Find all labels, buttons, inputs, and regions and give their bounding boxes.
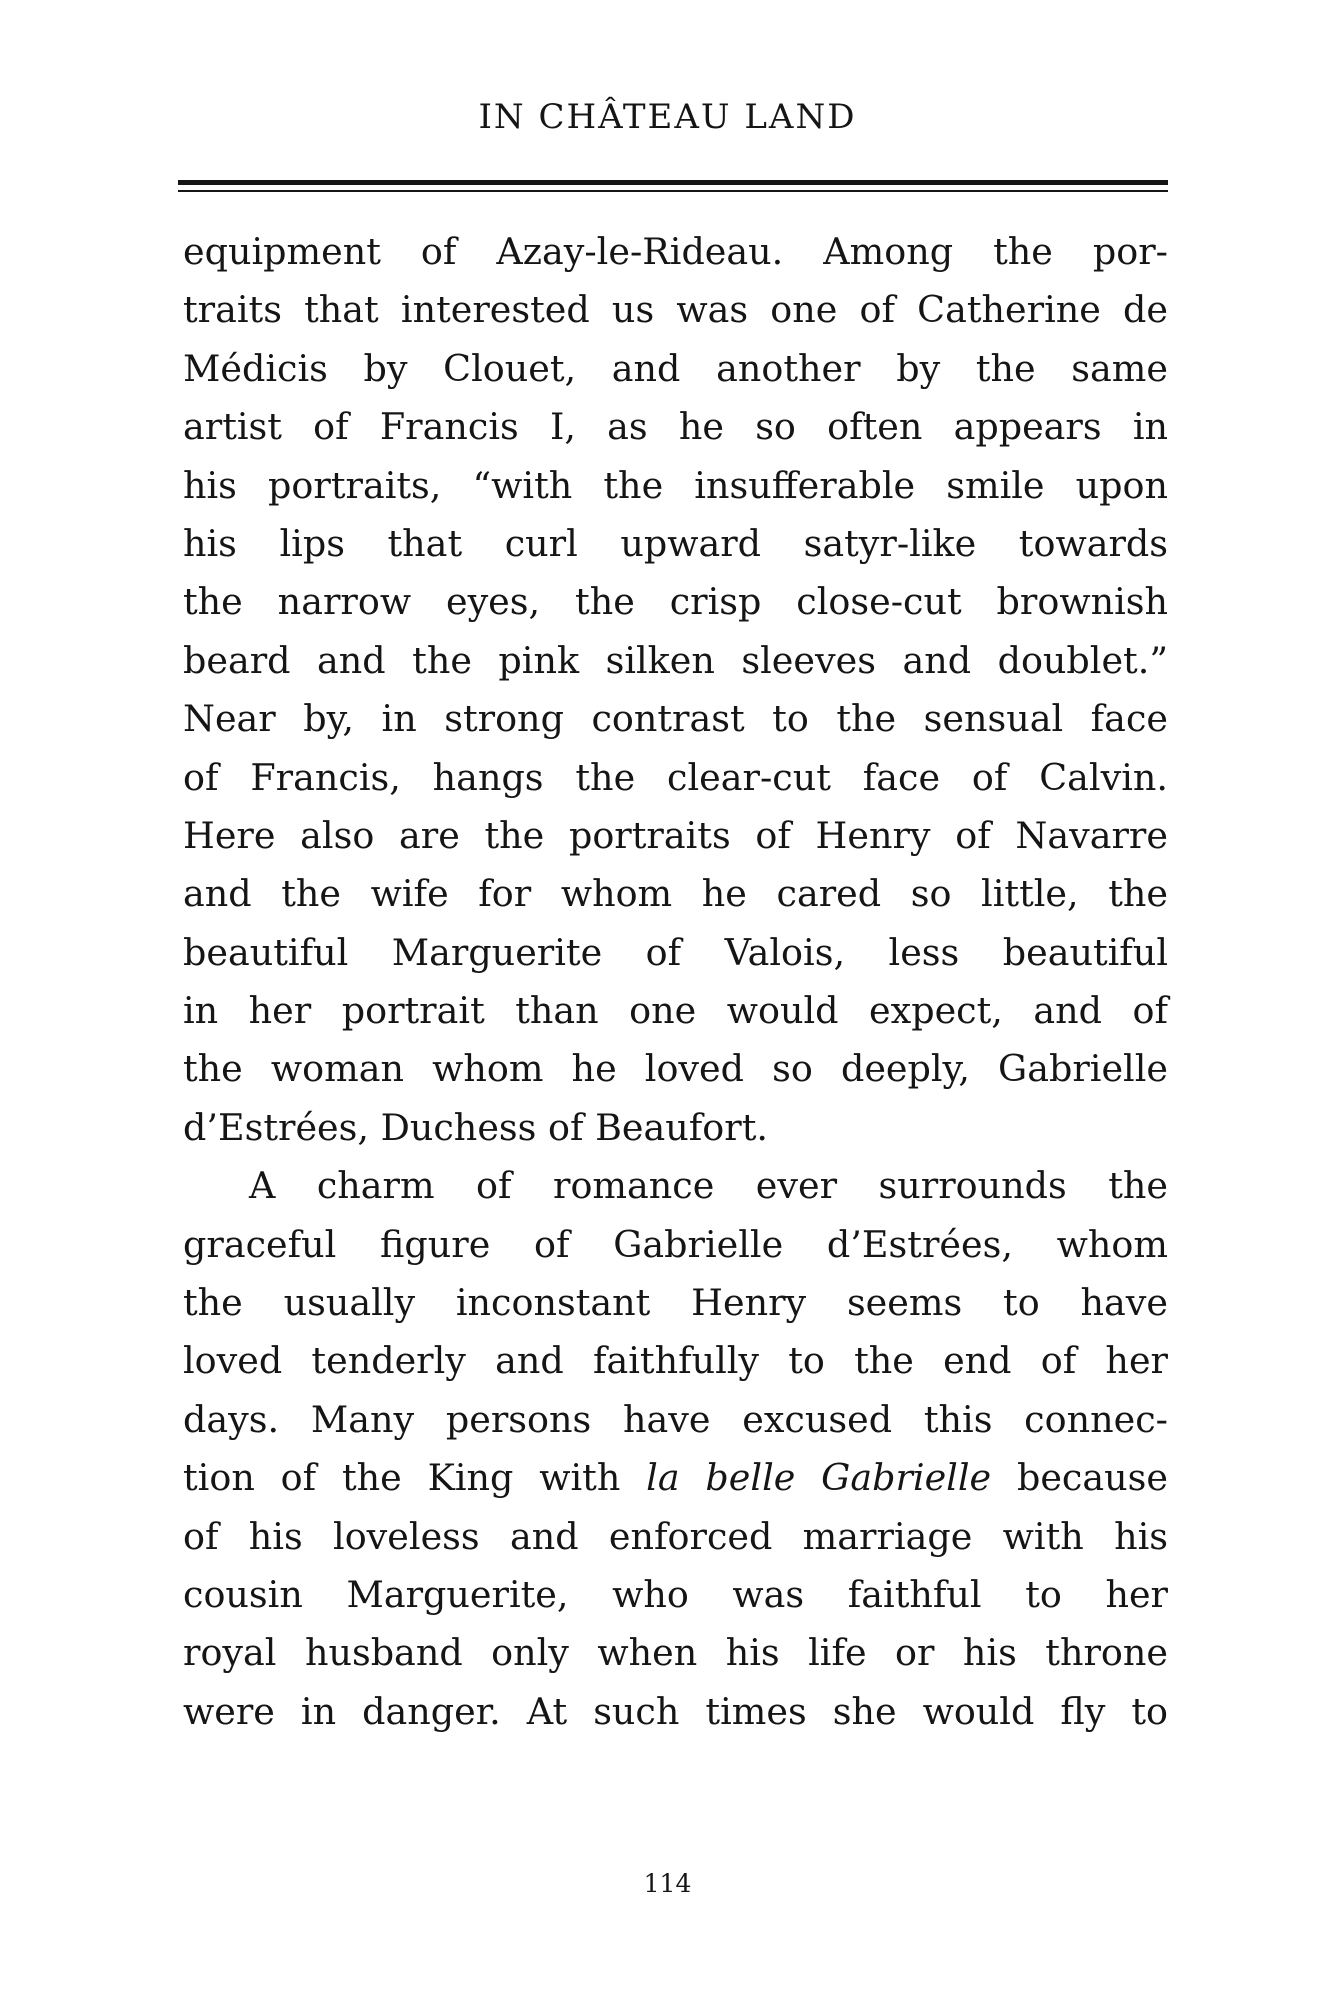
running-head-title: IN CHÂTEAU LAND [478, 97, 857, 137]
text-line: were in danger. At such times she would fly to [183, 1689, 1168, 1733]
text-line: loved tenderly and faithfully to the end of her [183, 1339, 1168, 1383]
header-rule-thick [178, 180, 1168, 185]
page-number: 114 [643, 1869, 692, 1898]
italic-phrase: la belle Gabrielle [646, 1456, 992, 1500]
text-line: his lips that curl upward satyr-like towards [183, 521, 1168, 565]
text-line: beard and the pink silken sleeves and doublet.” [183, 638, 1168, 682]
text-line: equipment of Azay-le-Rideau. Among the por- [183, 230, 1168, 273]
text-line: his portraits, “with the insufferable smile upon [183, 463, 1168, 507]
text-line: traits that interested us was one of Catherine de [183, 288, 1168, 332]
text-line: of his loveless and enforced marriage with his [183, 1514, 1168, 1558]
text-line: of Francis, hangs the clear-cut face of Calvin. [183, 755, 1168, 799]
text-line: the narrow eyes, the crisp close-cut brownish [183, 580, 1168, 624]
text-line: beautiful Marguerite of Valois, less beautiful [183, 930, 1168, 974]
body-text [183, 223, 1168, 1741]
text-line: the usually inconstant Henry seems to have [183, 1281, 1168, 1325]
text-line: artist of Francis I, as he so often appears in [183, 405, 1168, 449]
text-line: Near by, in strong contrast to the sensual face [183, 697, 1168, 741]
text-segment: because [991, 1456, 1168, 1500]
text-line: graceful figure of Gabrielle d’Estrées, whom [183, 1222, 1168, 1266]
text-line: the woman whom he loved so deeply, Gabrielle [183, 1047, 1168, 1091]
text-line: in her portrait than one would expect, and of [183, 989, 1168, 1033]
paragraph-first-line: A charm of romance ever surrounds the [249, 1164, 1168, 1208]
text-line: Here also are the portraits of Henry of Navarre [183, 813, 1168, 857]
text-line: royal husband only when his life or his throne [183, 1631, 1168, 1675]
text-line: and the wife for whom he cared so little, the [183, 872, 1168, 916]
text-line: d’Estrées, Duchess of Beaufort. [183, 1105, 768, 1149]
text-line: days. Many persons have excused this connec- [183, 1397, 1168, 1441]
text-line: cousin Marguerite, who was faithful to her [183, 1572, 1168, 1616]
text-line: Médicis by Clouet, and another by the same [183, 346, 1168, 390]
text-line-with-italic [183, 1449, 1168, 1507]
text-segment: tion of the King with [183, 1456, 647, 1500]
header-rule-thin [178, 190, 1168, 192]
